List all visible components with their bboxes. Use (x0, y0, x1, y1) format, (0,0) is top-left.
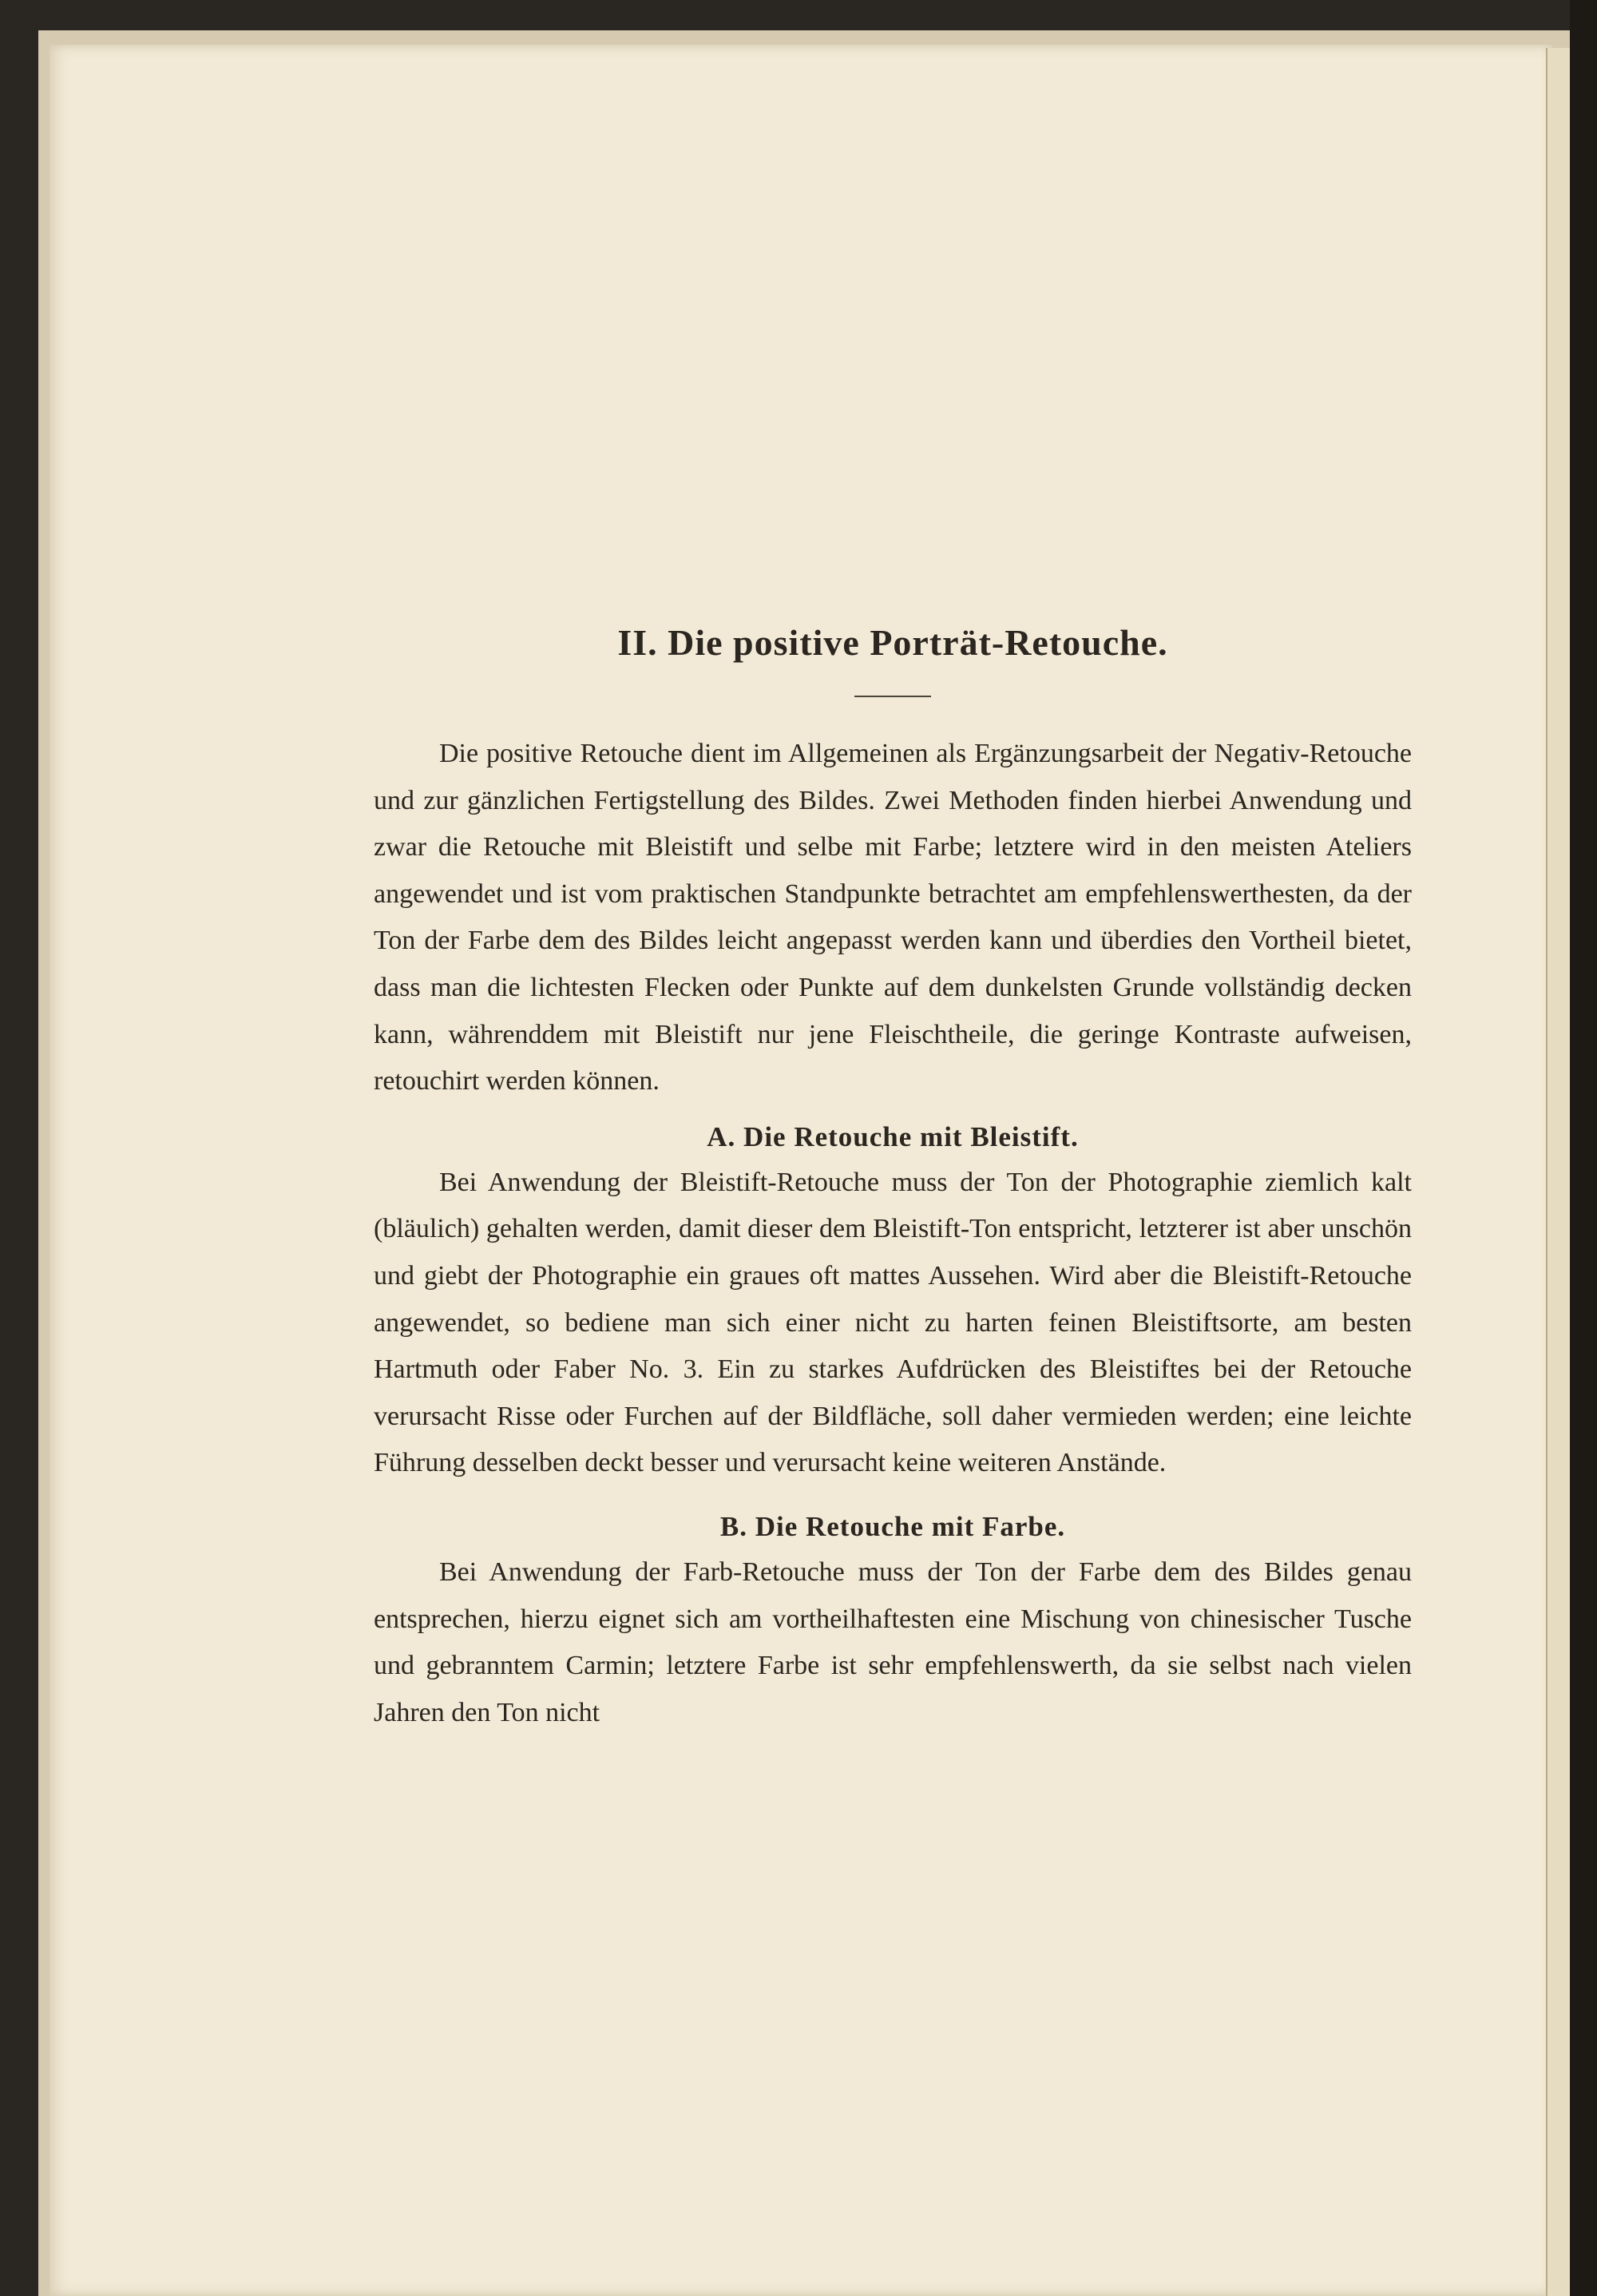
chapter-title: II. Die positive Porträt-Retouche. (617, 622, 1168, 663)
section-b-heading: B. Die Retouche mit Farbe. (719, 1510, 1066, 1542)
section-a-heading: A. Die Retouche mit Bleistift. (707, 1120, 1079, 1152)
section-b-paragraph: Bei Anwendung der Farb-Retouche muss der Ton der Farbe dem des Bildes genau entsprechen, hierzu eignet sich am vortheilhaftesten eine Mischung von chinesischer Tusche und gebranntem Carmin; letztere Farbe ist sehr empfehlenswerth, da sie selbst nach vielen Jahren den Ton nicht (374, 1556, 1412, 1727)
book-spine (1570, 0, 1597, 2296)
intro-paragraph: Die positive Retouche dient im Allgemeinen als Ergänzungsarbeit der Negativ-Retouche und zur gänzlichen Fertigstellung des Bildes. Zwei Methoden finden hierbei Anwendung und zwar die Retouche mit Bleistift und selbe mit Farbe; letztere wird in den meisten Ateliers angewendet und ist vom praktischen Standpunkte betrachtet am empfehlenswerthesten, da der Ton der Farbe dem des Bildes leicht angepasst werden kann und überdies den Vortheil bietet, dass man die lichtesten Flecken oder Punkte auf dem dunkelsten Grunde vollständig decken kann, währenddem mit Bleistift nur jene Fleischtheile, die geringe Kontraste aufweisen, retouchirt werden können. (374, 739, 1412, 1096)
section-a-paragraph: Bei Anwendung der Bleistift-Retouche muss der Ton der Photographie ziemlich kalt (bläulich) gehalten werden, damit dieser dem Bleistift-Ton entspricht, letzterer ist aber unschön und giebt der Photographie ein graues oft mattes Aussehen. Wird aber die Bleistift-Retouche angewendet, so bediene man sich einer nicht zu harten feinen Bleistiftsorte, am besten Hartmuth oder Faber No. 3. Ein zu starkes Aufdrücken des Bleistiftes bei der Retouche verursacht Risse oder Furchen auf der Bildfläche, soll daher vermieden werden; eine leichte Führung desselben deckt besser und verursacht keine weiteren Anstände. (374, 1167, 1412, 1478)
title-rule (854, 696, 931, 697)
page-edge (1546, 48, 1571, 2296)
page-text (374, 607, 1412, 1736)
